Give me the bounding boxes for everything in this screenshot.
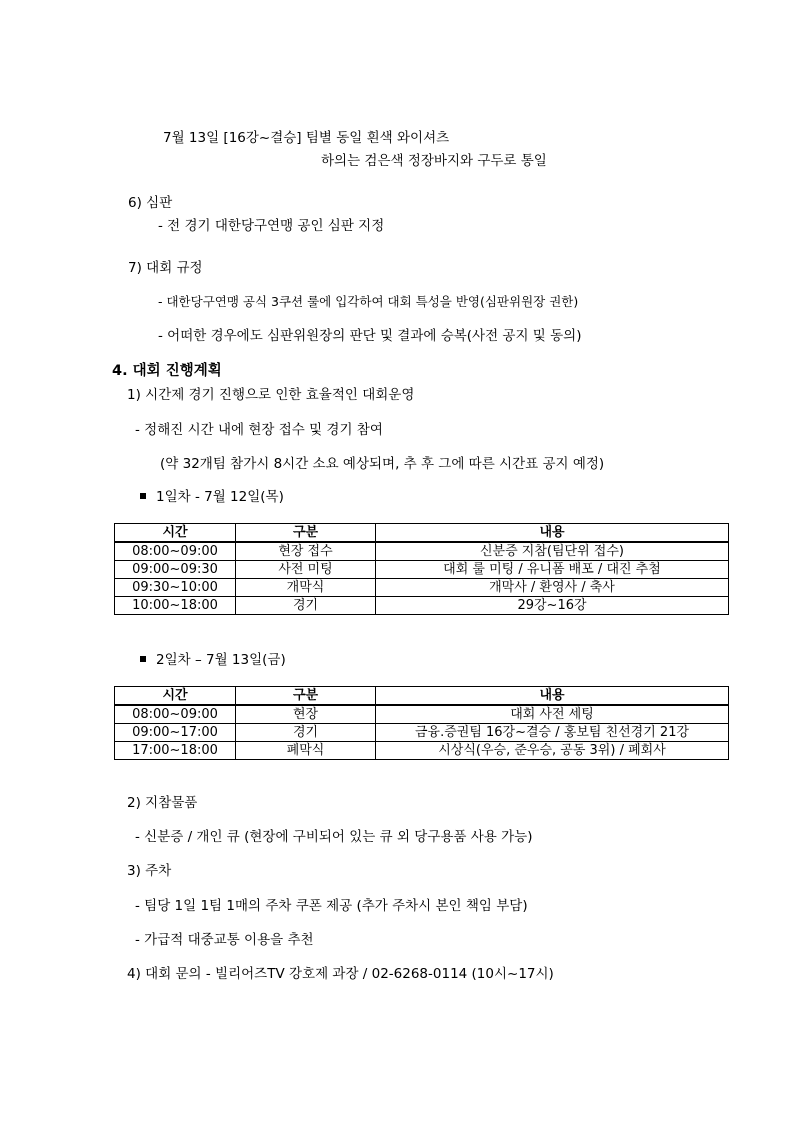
section-4-sub-1: 1) 시간제 경기 진행으로 인한 효율적인 대회운영 xyxy=(127,387,415,403)
cell-category: 사전 미팅 xyxy=(236,561,376,579)
table-row xyxy=(115,597,729,615)
section-4-sub-1-note: (약 32개팀 참가시 8시간 소요 예상되며, 추 후 그에 따른 시간표 공지 예정) xyxy=(160,456,605,472)
uniform-line-1: 7월 13일 [16강~결승] 팀별 동일 흰색 와이셔츠 xyxy=(163,130,450,146)
cell-category: 폐막식 xyxy=(236,742,376,760)
referee-heading: 6) 심판 xyxy=(128,195,173,211)
header-time: 시간 xyxy=(115,687,236,706)
cell-content: 대회 룰 미팅 / 유니폼 배포 / 대진 추첨 xyxy=(376,561,729,579)
section-4-sub-1-item: - 정해진 시간 내에 현장 접수 및 경기 참여 xyxy=(135,422,383,438)
cell-time: 17:00~18:00 xyxy=(115,742,236,760)
cell-time: 09:00~17:00 xyxy=(115,724,236,742)
parking-item-1: - 팀당 1일 1팀 1매의 주차 쿠폰 제공 (추가 주차시 본인 책임 부담) xyxy=(135,898,528,914)
day1-label xyxy=(140,488,284,506)
table-row xyxy=(115,579,729,597)
cell-time: 09:00~09:30 xyxy=(115,561,236,579)
inquiry-line: 4) 대회 문의 - 빌리어즈TV 강호제 과장 / 02-6268-0114 (10시~17시) xyxy=(127,966,554,982)
cell-content: 금융.증권팀 16강~결승 / 홍보팀 친선경기 21강 xyxy=(376,724,729,742)
rules-item-2: - 어떠한 경우에도 심판위원장의 판단 및 결과에 승복(사전 공지 및 동의) xyxy=(158,328,582,344)
gifts-heading: 2) 지참물품 xyxy=(127,795,198,811)
cell-content: 개막사 / 환영사 / 축사 xyxy=(376,579,729,597)
square-bullet-icon xyxy=(140,656,146,662)
day1-schedule-table xyxy=(114,523,729,615)
parking-item-2: - 가급적 대중교통 이용을 추천 xyxy=(135,932,314,948)
square-bullet-icon xyxy=(140,493,146,499)
rules-item-1: - 대한당구연맹 공식 3쿠션 룰에 입각하여 대회 특성을 반영(심판위원장 권한) xyxy=(158,294,579,309)
day1-label-text: 1일차 - 7월 12일(목) xyxy=(156,489,284,505)
cell-time: 10:00~18:00 xyxy=(115,597,236,615)
table-row xyxy=(115,724,729,742)
table-row xyxy=(115,705,729,724)
header-time: 시간 xyxy=(115,524,236,543)
header-category: 구분 xyxy=(236,687,376,706)
header-content: 내용 xyxy=(376,524,729,543)
parking-heading: 3) 주차 xyxy=(127,863,172,879)
section-4-heading: 4. 대회 진행계획 xyxy=(112,363,222,379)
referee-item: - 전 경기 대한당구연맹 공인 심판 지정 xyxy=(158,218,385,234)
gifts-item: - 신분증 / 개인 큐 (현장에 구비되어 있는 큐 외 당구용품 사용 가능) xyxy=(135,829,533,845)
rules-heading: 7) 대회 규정 xyxy=(128,260,203,276)
cell-category: 경기 xyxy=(236,597,376,615)
cell-content: 29강~16강 xyxy=(376,597,729,615)
cell-category: 현장 xyxy=(236,705,376,724)
cell-time: 08:00~09:00 xyxy=(115,542,236,561)
header-content: 내용 xyxy=(376,687,729,706)
cell-category: 현장 접수 xyxy=(236,542,376,561)
day2-label xyxy=(140,651,286,669)
table-row xyxy=(115,742,729,760)
table-header-row xyxy=(115,524,729,543)
cell-time: 08:00~09:00 xyxy=(115,705,236,724)
cell-content: 대회 사전 세팅 xyxy=(376,705,729,724)
cell-content: 신분증 지참(팀단위 접수) xyxy=(376,542,729,561)
cell-category: 경기 xyxy=(236,724,376,742)
cell-time: 09:30~10:00 xyxy=(115,579,236,597)
day2-label-text: 2일차 – 7월 13일(금) xyxy=(156,652,286,668)
uniform-line-2: 하의는 검은색 정장바지와 구두로 통일 xyxy=(321,153,547,169)
table-header-row xyxy=(115,687,729,706)
day2-schedule-table xyxy=(114,686,729,760)
header-category: 구분 xyxy=(236,524,376,543)
cell-content: 시상식(우승, 준우승, 공동 3위) / 폐회사 xyxy=(376,742,729,760)
table-row xyxy=(115,561,729,579)
table-row xyxy=(115,542,729,561)
cell-category: 개막식 xyxy=(236,579,376,597)
